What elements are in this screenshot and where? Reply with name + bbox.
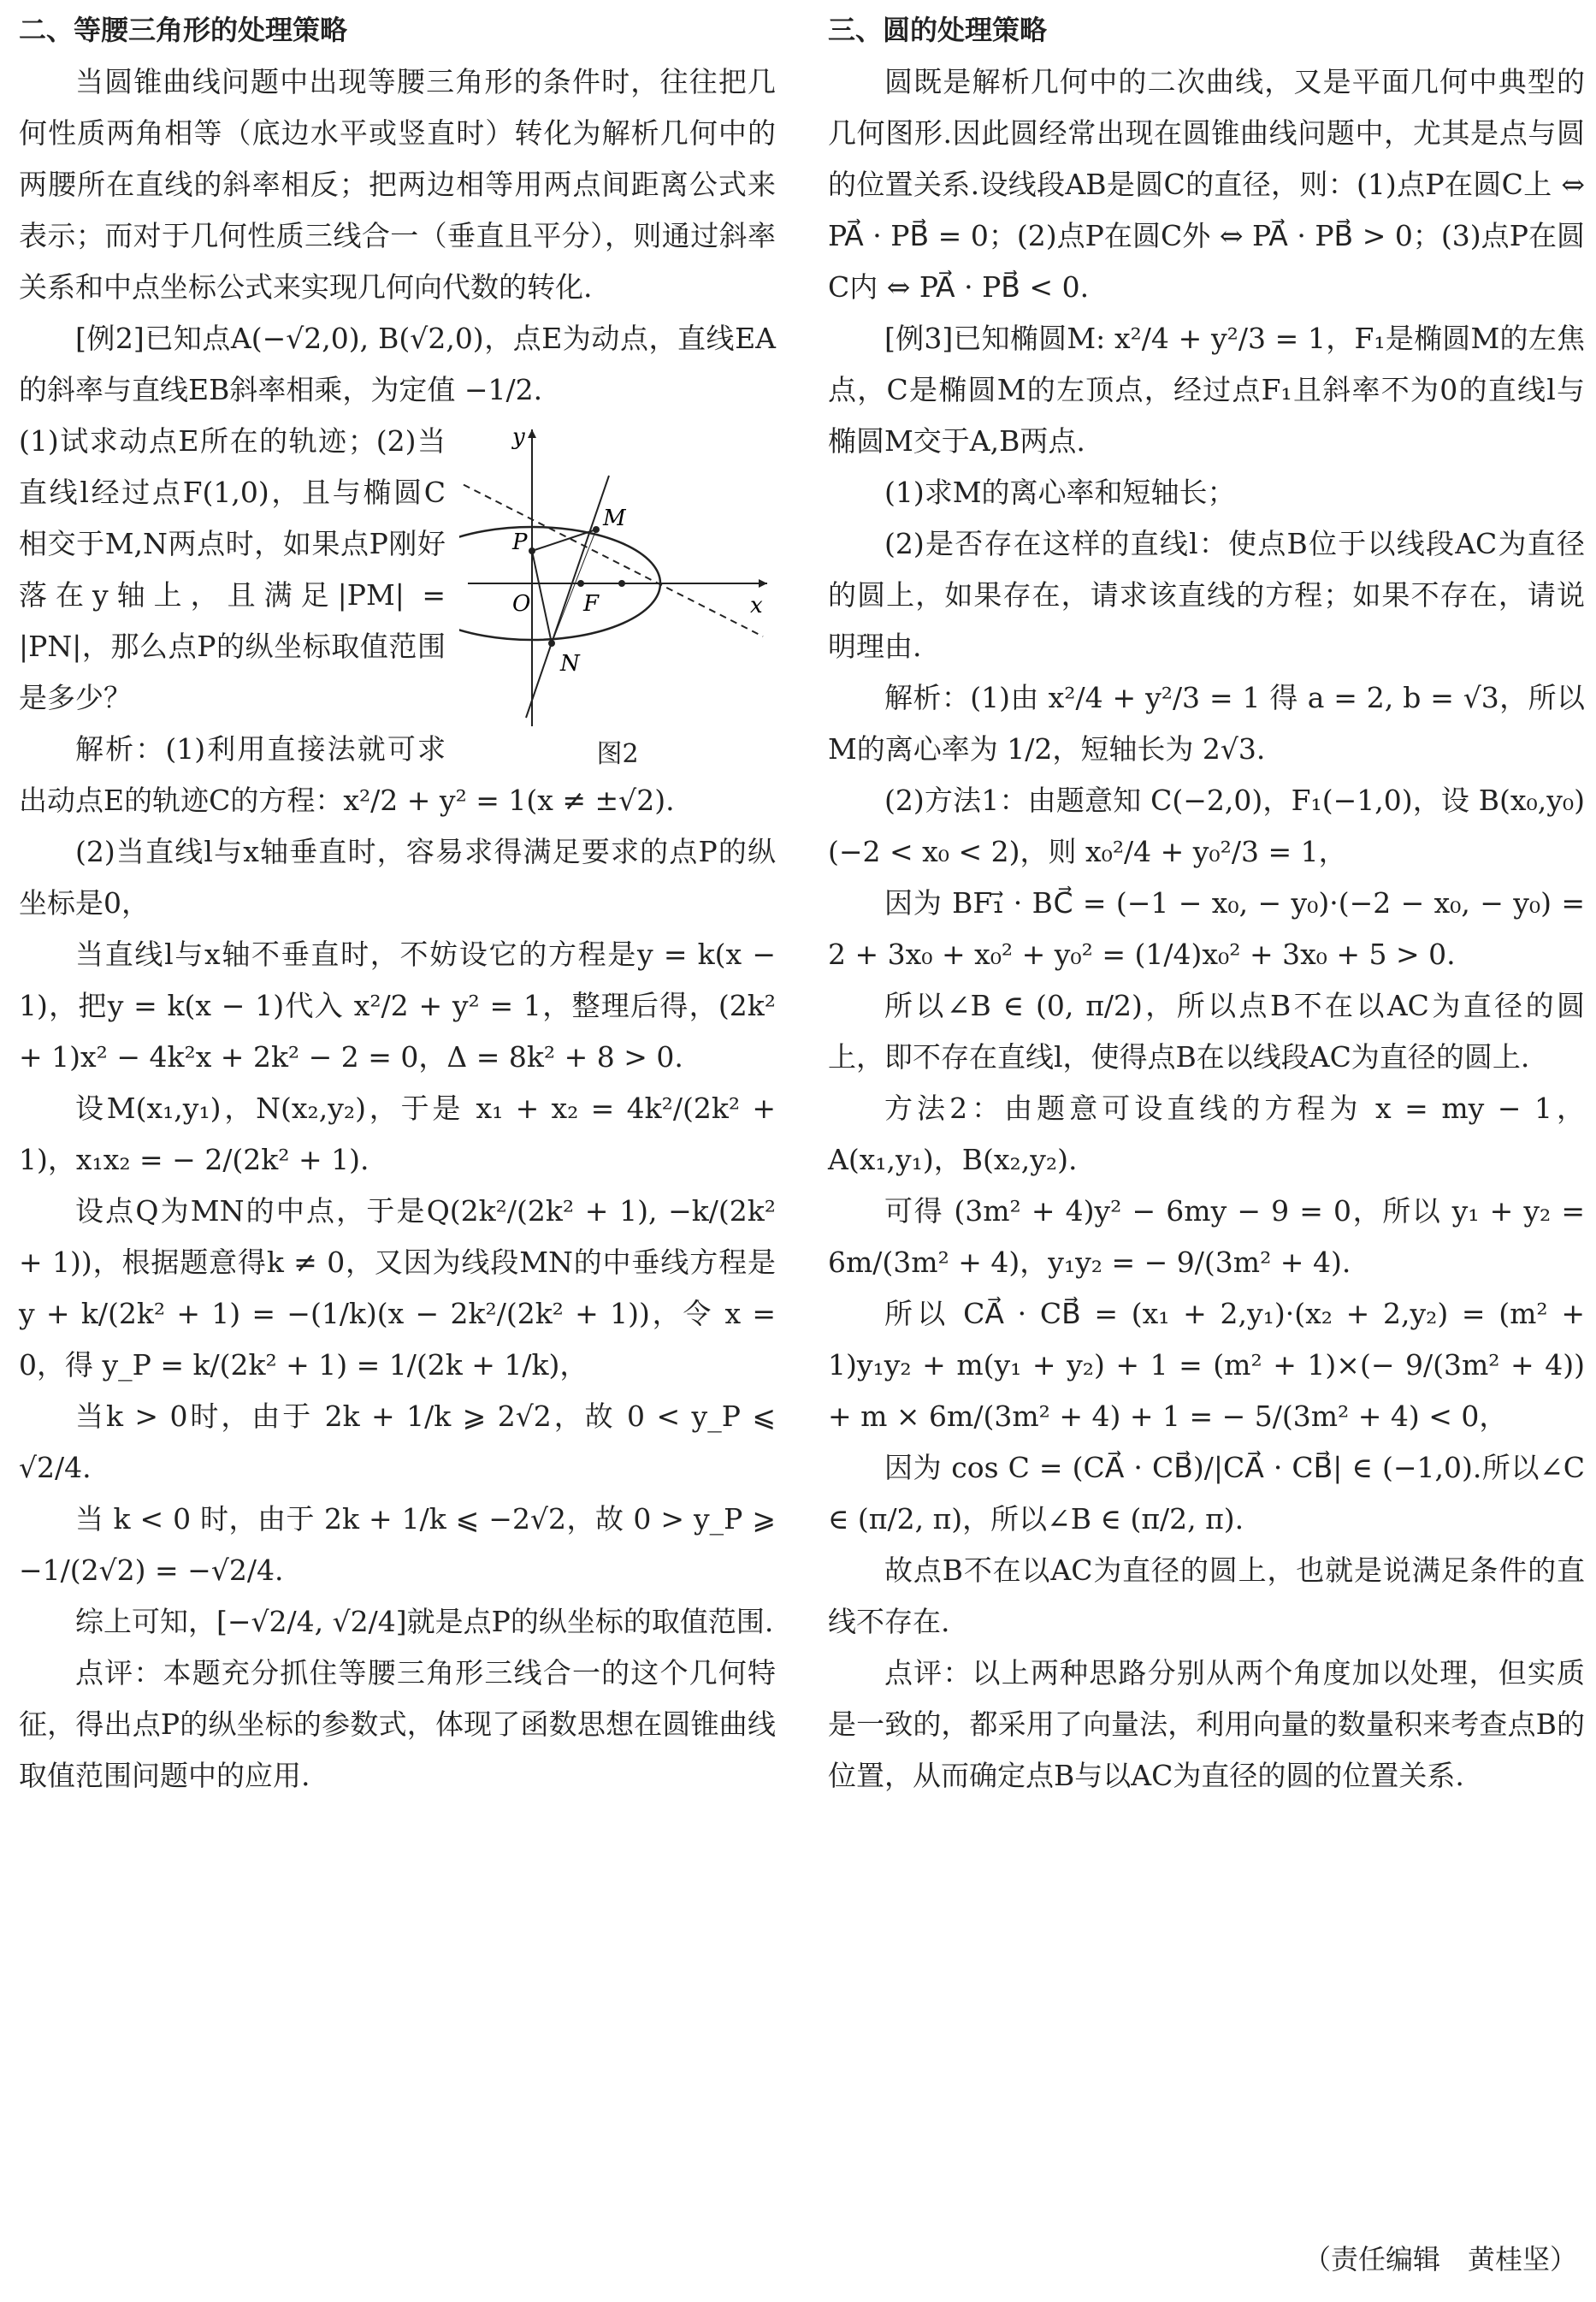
example3-statement: [例3]已知椭圆M: x²/4 + y²/3 = 1，F₁是椭圆M的左焦点，C是椭圆M的左顶点，经过点F₁且斜率不为0的直线l与椭圆M交于A,B两点. (828, 322, 1585, 458)
solution-conclusion: 综上可知，[−√2/4, √2/4]就是点P的纵坐标的取值范围. (75, 1605, 774, 1638)
section-heading-circle: 三、圆的处理策略 (828, 14, 1048, 46)
intro-paragraph: 当圆锥曲线问题中出现等腰三角形的条件时，往往把几何性质两角相等（底边水平或竖直时）转化为解析几何中的两腰所在直线的斜率相反；把两边相等用两点间距离公式来表示；而对于几何性质三线合一（垂直且平分），则通过斜率关系和中点坐标公式来实现几何向代数的转化. (19, 65, 776, 304)
comment-example3: 点评：以上两种思路分别从两个角度加以处理，但实质是一致的，都采用了向量法，利用向量的数量积来考查点B的位置，从而确定点B与以AC为直径的圆的位置关系. (828, 1656, 1585, 1792)
label-x: x (750, 593, 763, 618)
circle-intro: 圆既是解析几何中的二次曲线，又是平面几何中典型的几何图形.因此圆经常出现在圆锥曲线问题中，尤其是点与圆的位置关系.设线段AB是圆C的直径，则：(1)点P在圆C上 ⇔ PA⃗ · PB⃗ = 0；(2)点P在圆C外 ⇔ PA⃗ · PB⃗ > 0；(3)点P在圆C内 ⇔ PA⃗ · PB⃗ < 0. (828, 65, 1585, 304)
responsible-editor: （责任编辑 黄桂坚） (1303, 2243, 1577, 2275)
label-m: M (603, 506, 626, 531)
example3-solution1: 解析：(1)由 x²/4 + y²/3 = 1 得 a = 2, b = √3，所以M的离心率为 1/2，短轴长为 2√3. (828, 681, 1585, 766)
example2-statement: [例2]已知点A(−√2,0), B(√2,0)，点E为动点，直线EA的斜率与直线EB斜率相乘，为定值 −1/2. (19, 322, 776, 406)
figure-caption: 图2 (596, 739, 639, 769)
ellipse-diagram (459, 423, 776, 731)
solution-part2-general: 当直线l与x轴不垂直时，不妨设它的方程是y = k(x − 1)，把y = k(x − 1)代入 x²/2 + y² = 1，整理后得，(2k² + 1)x² − 4k²x + 2k² − 2 = 0，Δ = 8k² + 8 > 0. (19, 938, 776, 1074)
method1-conclusion: 所以∠B ∈ (0, π/2)，所以点B不在以AC为直径的圆上，即不存在直线l，使得点B在以线段AC为直径的圆上. (828, 989, 1585, 1074)
figure-2 (459, 423, 776, 769)
comment-example2: 点评：本题充分抓住等腰三角形三线合一的这个几何特征，得出点P的纵坐标的参数式，体现了函数思想在圆锥曲线取值范围问题中的应用. (19, 1656, 776, 1792)
method1-setup: (2)方法1：由题意知 C(−2,0)，F₁(−1,0)，设 B(x₀,y₀)(−2 < x₀ < 2)，则 x₀²/4 + y₀²/3 = 1， (828, 784, 1585, 868)
label-f: F (583, 591, 600, 617)
method2-dot-product: 所以 CA⃗ · CB⃗ = (x₁ + 2,y₁)·(x₂ + 2,y₂) = (m² + 1)y₁y₂ + m(y₁ + y₂) + 1 = (m² + 1)×(− 9/(3m² + 4)) + m × 6m/(3m² + 4) + 1 = − 5/(3m² + 4) < 0， (828, 1297, 1585, 1433)
solution-part1: 解析：(1)利用直接法就可求出动点E的轨迹C的方程：x²/2 + y² = 1(x ≠ ±√2). (19, 732, 675, 817)
method2-vieta: 可得 (3m² + 4)y² − 6my − 9 = 0，所以 y₁ + y₂ = 6m/(3m² + 4)，y₁y₂ = − 9/(3m² + 4). (828, 1194, 1585, 1279)
method2-angle: 因为 cos C = (CA⃗ · CB⃗)/|CA⃗ · CB⃗| ∈ (−1,0).所以∠C ∈ (π/2, π)，所以∠B ∈ (π/2, π). (828, 1451, 1585, 1536)
left-column (19, 9, 776, 1802)
example3-q1: (1)求M的离心率和短轴长； (884, 476, 1236, 509)
example2-questions: (1)试求动点E所在的轨迹；(2)当直线l经过点F(1,0)，且与椭圆C相交于M,N两点时，如果点P刚好落在y轴上，且满足|PM| = |PN|，那么点P的纵坐标取值范围是多少？ (19, 424, 446, 714)
solution-vieta: 设M(x₁,y₁)，N(x₂,y₂)，于是 x₁ + x₂ = 4k²/(2k² + 1)，x₁x₂ = − 2/(2k² + 1). (19, 1092, 776, 1176)
solution-case-positive: 当k > 0时，由于 2k + 1/k ⩾ 2√2，故 0 < y_P ⩽ √2/4. (19, 1400, 776, 1484)
method2-conclusion: 故点B不在以AC为直径的圆上，也就是说满足条件的直线不存在. (828, 1553, 1585, 1638)
label-o: O (512, 591, 531, 617)
solution-midpoint: 设点Q为MN的中点，于是Q(2k²/(2k² + 1), −k/(2k² + 1))，根据题意得k ≠ 0，又因为线段MN的中垂线方程是 y + k/(2k² + 1) = −(1/k)(x − 2k²/(2k² + 1))，令 x = 0，得 y_P = k/(2k² + 1) = 1/(2k + 1/k)， (19, 1194, 776, 1382)
label-n: N (560, 651, 580, 677)
example3-q2: (2)是否存在这样的直线l：使点B位于以线段AC为直径的圆上，如果存在，请求该直线的方程；如果不存在，请说明理由. (828, 527, 1585, 663)
method1-dot-product: 因为 BF₁⃗ · BC⃗ = (−1 − x₀, − y₀)·(−2 − x₀, − y₀) = 2 + 3x₀ + x₀² + y₀² = (1/4)x₀² + 3x₀ + 5 > 0. (828, 886, 1585, 971)
solution-case-negative: 当 k < 0 时，由于 2k + 1/k ⩽ −2√2，故 0 > y_P ⩾ −1/(2√2) = −√2/4. (19, 1502, 776, 1587)
method2-setup: 方法2：由题意可设直线的方程为 x = my − 1，A(x₁,y₁)，B(x₂,y₂). (828, 1092, 1585, 1176)
section-heading-isosceles: 二、等腰三角形的处理策略 (19, 14, 348, 46)
solution-part2-vertical: (2)当直线l与x轴垂直时，容易求得满足要求的点P的纵坐标是0， (19, 835, 776, 920)
right-column (828, 9, 1585, 1802)
label-y: y (512, 424, 525, 450)
label-p: P (512, 530, 528, 555)
